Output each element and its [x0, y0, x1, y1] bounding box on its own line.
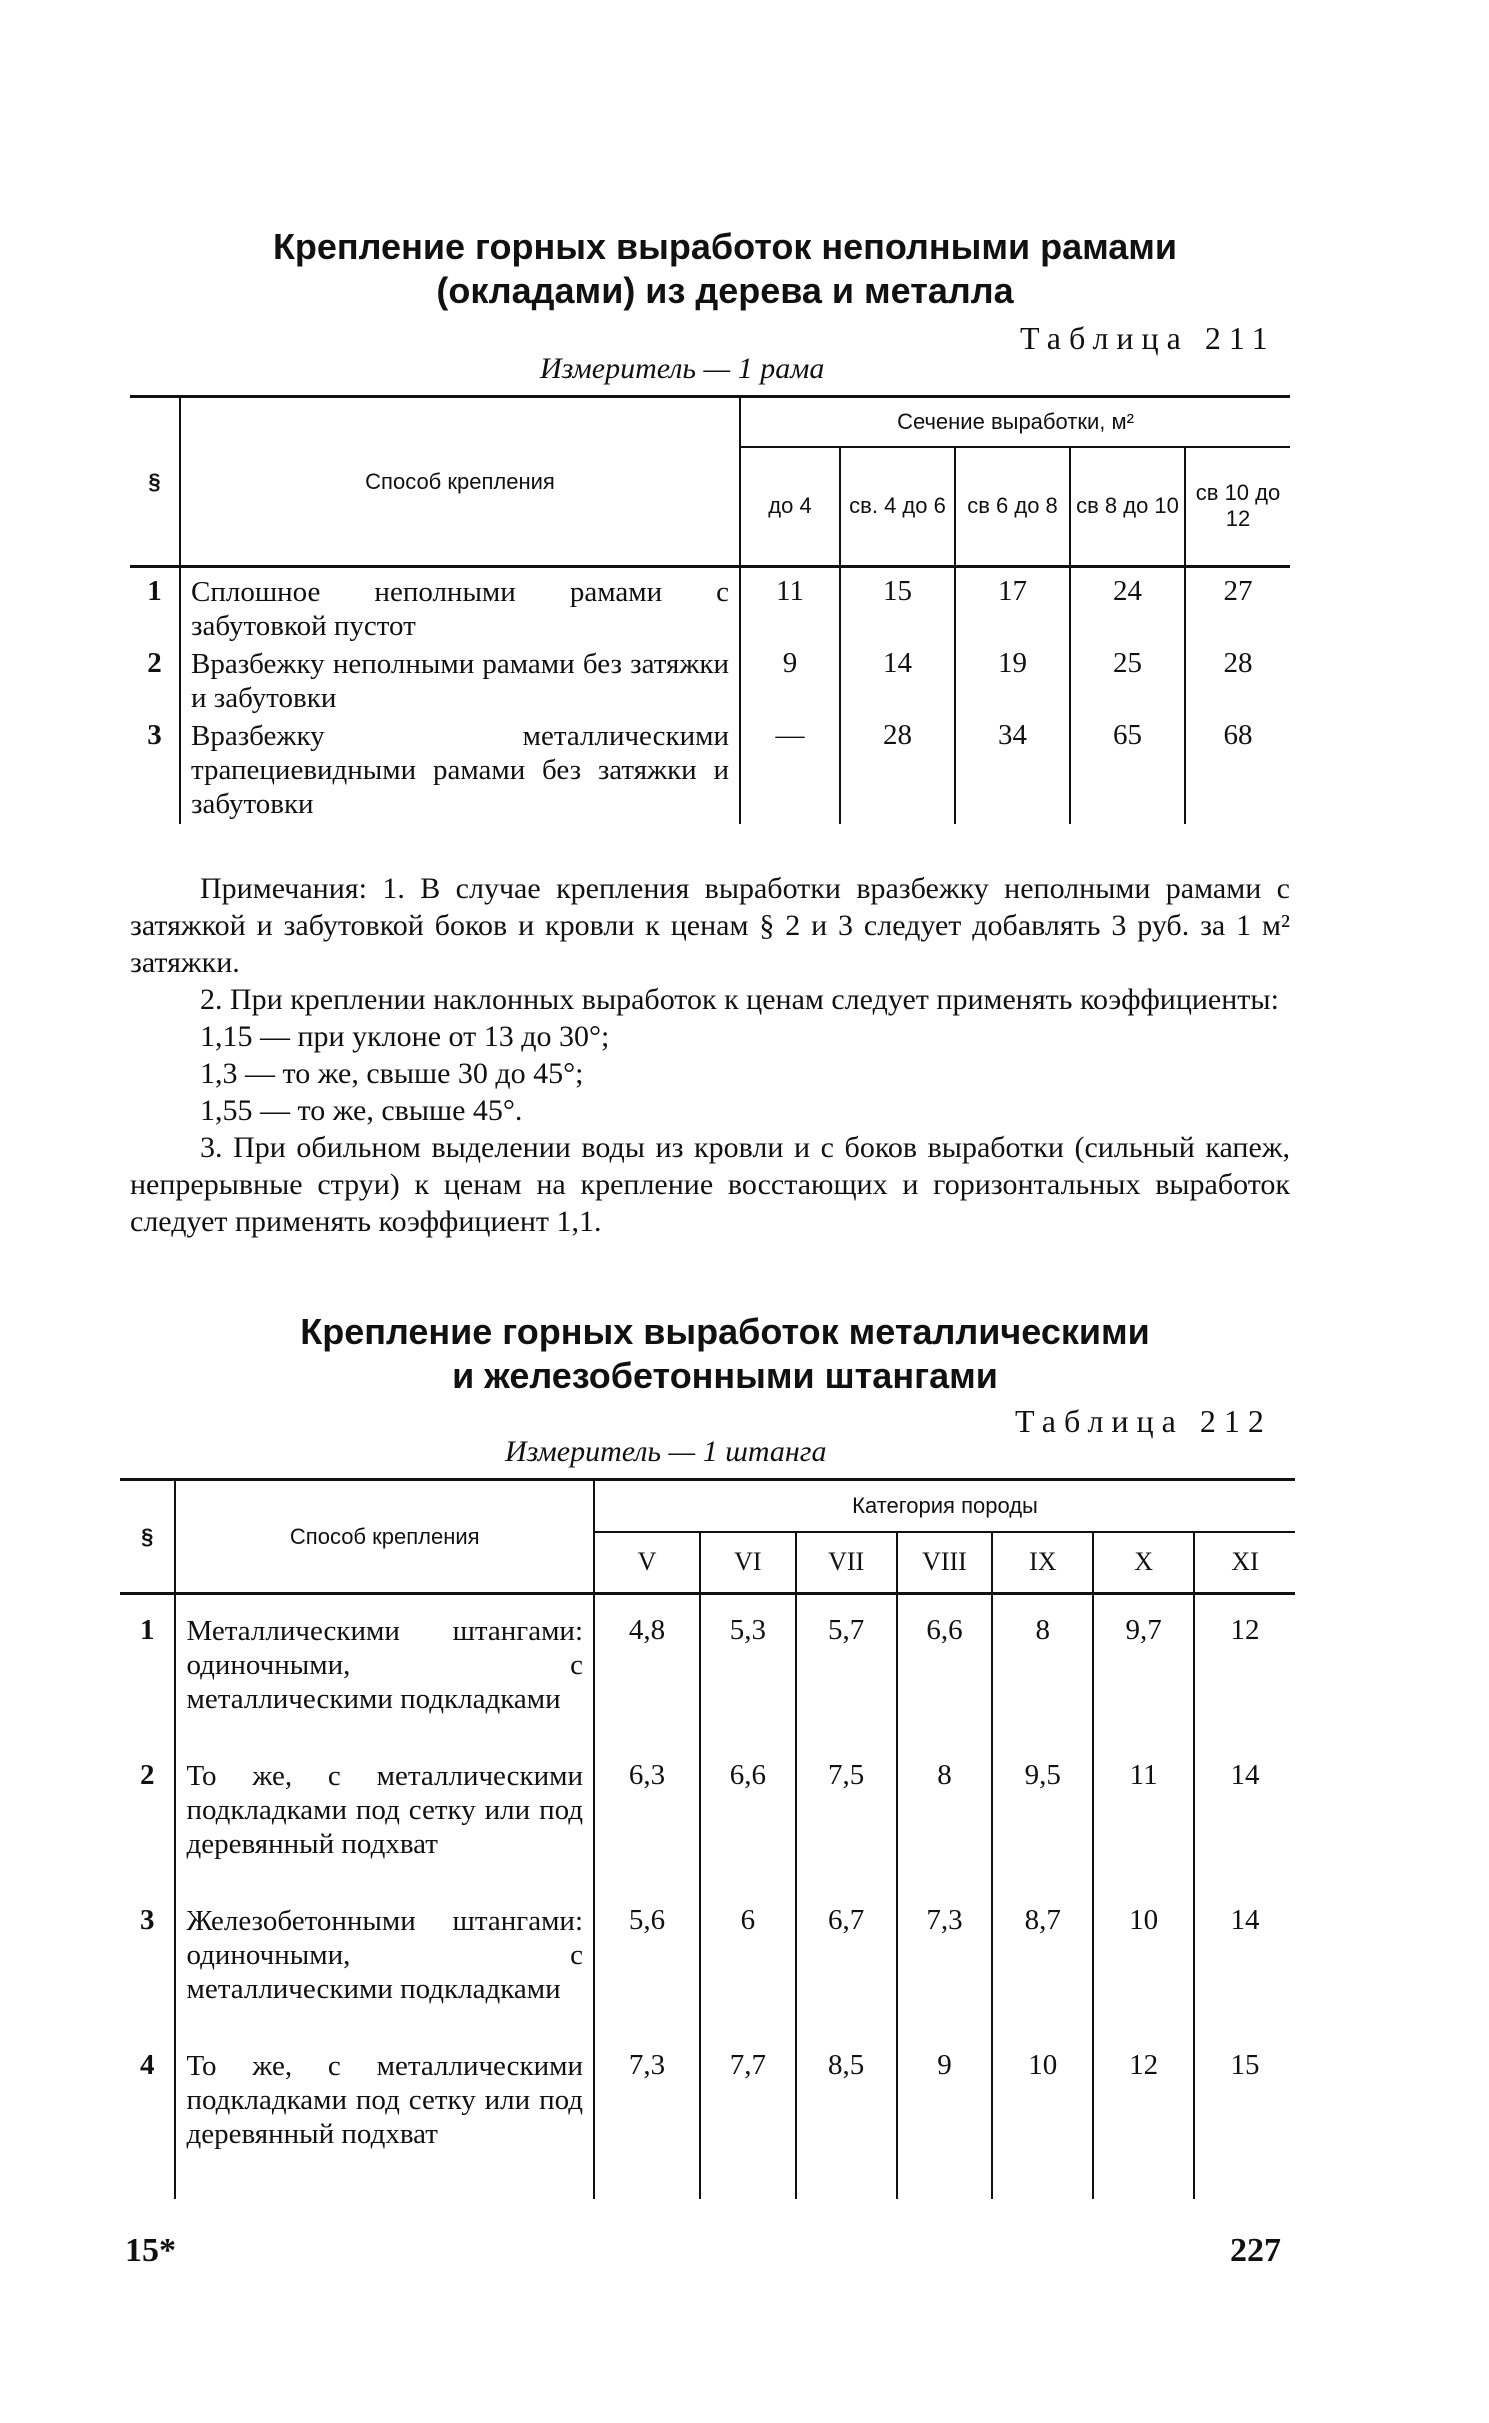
row-value: 12	[1093, 2049, 1194, 2199]
col-header-method: Способ крепления	[175, 1480, 594, 1594]
row-value: 6,6	[897, 1614, 993, 1759]
col-header-4: VIII	[897, 1532, 993, 1594]
row-value: 7,3	[897, 1904, 993, 2049]
row-value: 7,5	[796, 1759, 897, 1904]
row-method: Сплошное неполными рамами с забутовкой пустот	[180, 575, 740, 647]
row-value: 28	[840, 719, 955, 824]
table212-measure: Измеритель — 1 штанга	[505, 1435, 827, 1468]
row-value: 12	[1194, 1614, 1295, 1759]
col-header-1: до 4	[740, 447, 840, 567]
page-number: 227	[1230, 2232, 1281, 2269]
row-value: 17	[955, 575, 1070, 647]
signature-mark: 15*	[125, 2232, 176, 2269]
row-value: 6,7	[796, 1904, 897, 2049]
row-num: 2	[147, 646, 162, 679]
row-value: 19	[955, 647, 1070, 719]
col-header-4: св 8 до 10	[1070, 447, 1185, 567]
row-num: 3	[139, 1903, 155, 1936]
row-value: 5,3	[700, 1614, 796, 1759]
col-header-group: Сечение выработки, м²	[740, 397, 1290, 447]
row-value: 6	[700, 1904, 796, 2049]
table-row	[120, 2049, 1295, 2199]
row-value: 7,7	[700, 2049, 796, 2199]
section1-title	[150, 225, 1300, 313]
col-header-group: Категория породы	[594, 1480, 1295, 1532]
row-value: 7,3	[594, 2049, 700, 2199]
col-header-7: XI	[1194, 1532, 1295, 1594]
row-value: 9	[740, 647, 840, 719]
row-value: 14	[840, 647, 955, 719]
row-value: 27	[1185, 575, 1290, 647]
row-num: 1	[139, 1613, 155, 1646]
row-value: 25	[1070, 647, 1185, 719]
row-value: 9	[897, 2049, 993, 2199]
col-header-3: VII	[796, 1532, 897, 1594]
row-value: —	[740, 719, 840, 824]
row-value: 9,5	[992, 1759, 1093, 1904]
row-value: 8,7	[992, 1904, 1093, 2049]
col-header-5: IX	[992, 1532, 1093, 1594]
col-header-5: св 10 до 12	[1185, 447, 1290, 567]
row-value: 9,7	[1093, 1614, 1194, 1759]
section2-title-line2: и железобетонными штангами	[452, 1355, 998, 1396]
row-value: 14	[1194, 1904, 1295, 2049]
note-2a: 1,15 — при уклоне от 13 до 30°;	[200, 1020, 610, 1053]
table-row	[120, 1614, 1295, 1759]
row-value: 15	[840, 575, 955, 647]
table-212	[120, 1478, 1295, 2199]
table-row	[130, 575, 1290, 647]
col-header-6: X	[1093, 1532, 1194, 1594]
section2-title-line1: Крепление горных выработок металлическими	[300, 1311, 1150, 1352]
row-value: 34	[955, 719, 1070, 824]
table211-measure: Измеритель — 1 рама	[540, 352, 825, 385]
note-2c: 1,55 — то же, свыше 45°.	[200, 1094, 523, 1127]
table-row	[130, 719, 1290, 824]
row-value: 24	[1070, 575, 1185, 647]
table-row	[130, 647, 1290, 719]
row-method: Металлическими штангами: одиночными, с металлическими подкладками	[175, 1614, 594, 1759]
note-2b: 1,3 — то же, свыше 30 до 45°;	[200, 1057, 584, 1090]
row-value: 5,7	[796, 1614, 897, 1759]
row-value: 11	[1093, 1759, 1194, 1904]
note-2: 2. При креплении наклонных выработок к ценам следует применять коэффициенты:	[200, 983, 1279, 1016]
row-method: То же, с металлическими подкладками под сетку или под деревянный подхват	[175, 2049, 594, 2199]
table211-notes	[130, 870, 1290, 1240]
col-header-method: Способ крепления	[180, 397, 740, 567]
row-num: 3	[147, 718, 162, 751]
row-value: 10	[1093, 1904, 1194, 2049]
row-value: 14	[1194, 1759, 1295, 1904]
col-header-num: §	[130, 397, 180, 567]
col-header-2: св. 4 до 6	[840, 447, 955, 567]
table211-label: Таблица 211	[1020, 320, 1276, 356]
row-method: То же, с металлическими подкладками под сетку или под деревянный подхват	[175, 1759, 594, 1904]
table-row	[120, 1759, 1295, 1904]
table212-label: Таблица 212	[1015, 1403, 1272, 1439]
section1-title-line1: Крепление горных выработок неполными рамами	[272, 226, 1178, 267]
row-value: 65	[1070, 719, 1185, 824]
row-num: 1	[147, 574, 162, 607]
col-header-2: VI	[700, 1532, 796, 1594]
row-num: 2	[139, 1758, 155, 1791]
table-211	[130, 395, 1290, 824]
section1-title-line2: (окладами) из дерева и металла	[436, 270, 1014, 311]
row-value: 15	[1194, 2049, 1295, 2199]
row-value: 6,6	[700, 1759, 796, 1904]
row-value: 28	[1185, 647, 1290, 719]
row-method: Вразбежку металлическими трапециевидными рамами без затяжки и забутовки	[180, 719, 740, 824]
row-value: 5,6	[594, 1904, 700, 2049]
note-1: Примечания: 1. В случае крепления выработки вразбежку неполными рамами с затяжкой и забутовкой боков и кровли к ценам § 2 и 3 следует добавлять 3 руб. за 1 м² затяжки.	[130, 872, 1290, 979]
col-header-1: V	[594, 1532, 700, 1594]
row-value: 11	[740, 575, 840, 647]
note-3: 3. При обильном выделении воды из кровли и с боков выработки (сильный капеж, непрерывные струи) к ценам на крепление восстающих и горизонтальных выработок следует применять коэффициент 1,1.	[130, 1131, 1290, 1238]
table-row	[120, 1904, 1295, 2049]
row-method: Вразбежку неполными рамами без затяжки и забутовки	[180, 647, 740, 719]
row-value: 8	[992, 1614, 1093, 1759]
row-method: Железобетонными штангами: одиночными, с металлическими подкладками	[175, 1904, 594, 2049]
row-value: 68	[1185, 719, 1290, 824]
section2-title	[150, 1310, 1300, 1398]
row-value: 8,5	[796, 2049, 897, 2199]
col-header-num: §	[120, 1480, 175, 1594]
row-value: 10	[992, 2049, 1093, 2199]
row-num: 4	[139, 2048, 155, 2081]
row-value: 8	[897, 1759, 993, 1904]
row-value: 6,3	[594, 1759, 700, 1904]
col-header-3: св 6 до 8	[955, 447, 1070, 567]
row-value: 4,8	[594, 1614, 700, 1759]
